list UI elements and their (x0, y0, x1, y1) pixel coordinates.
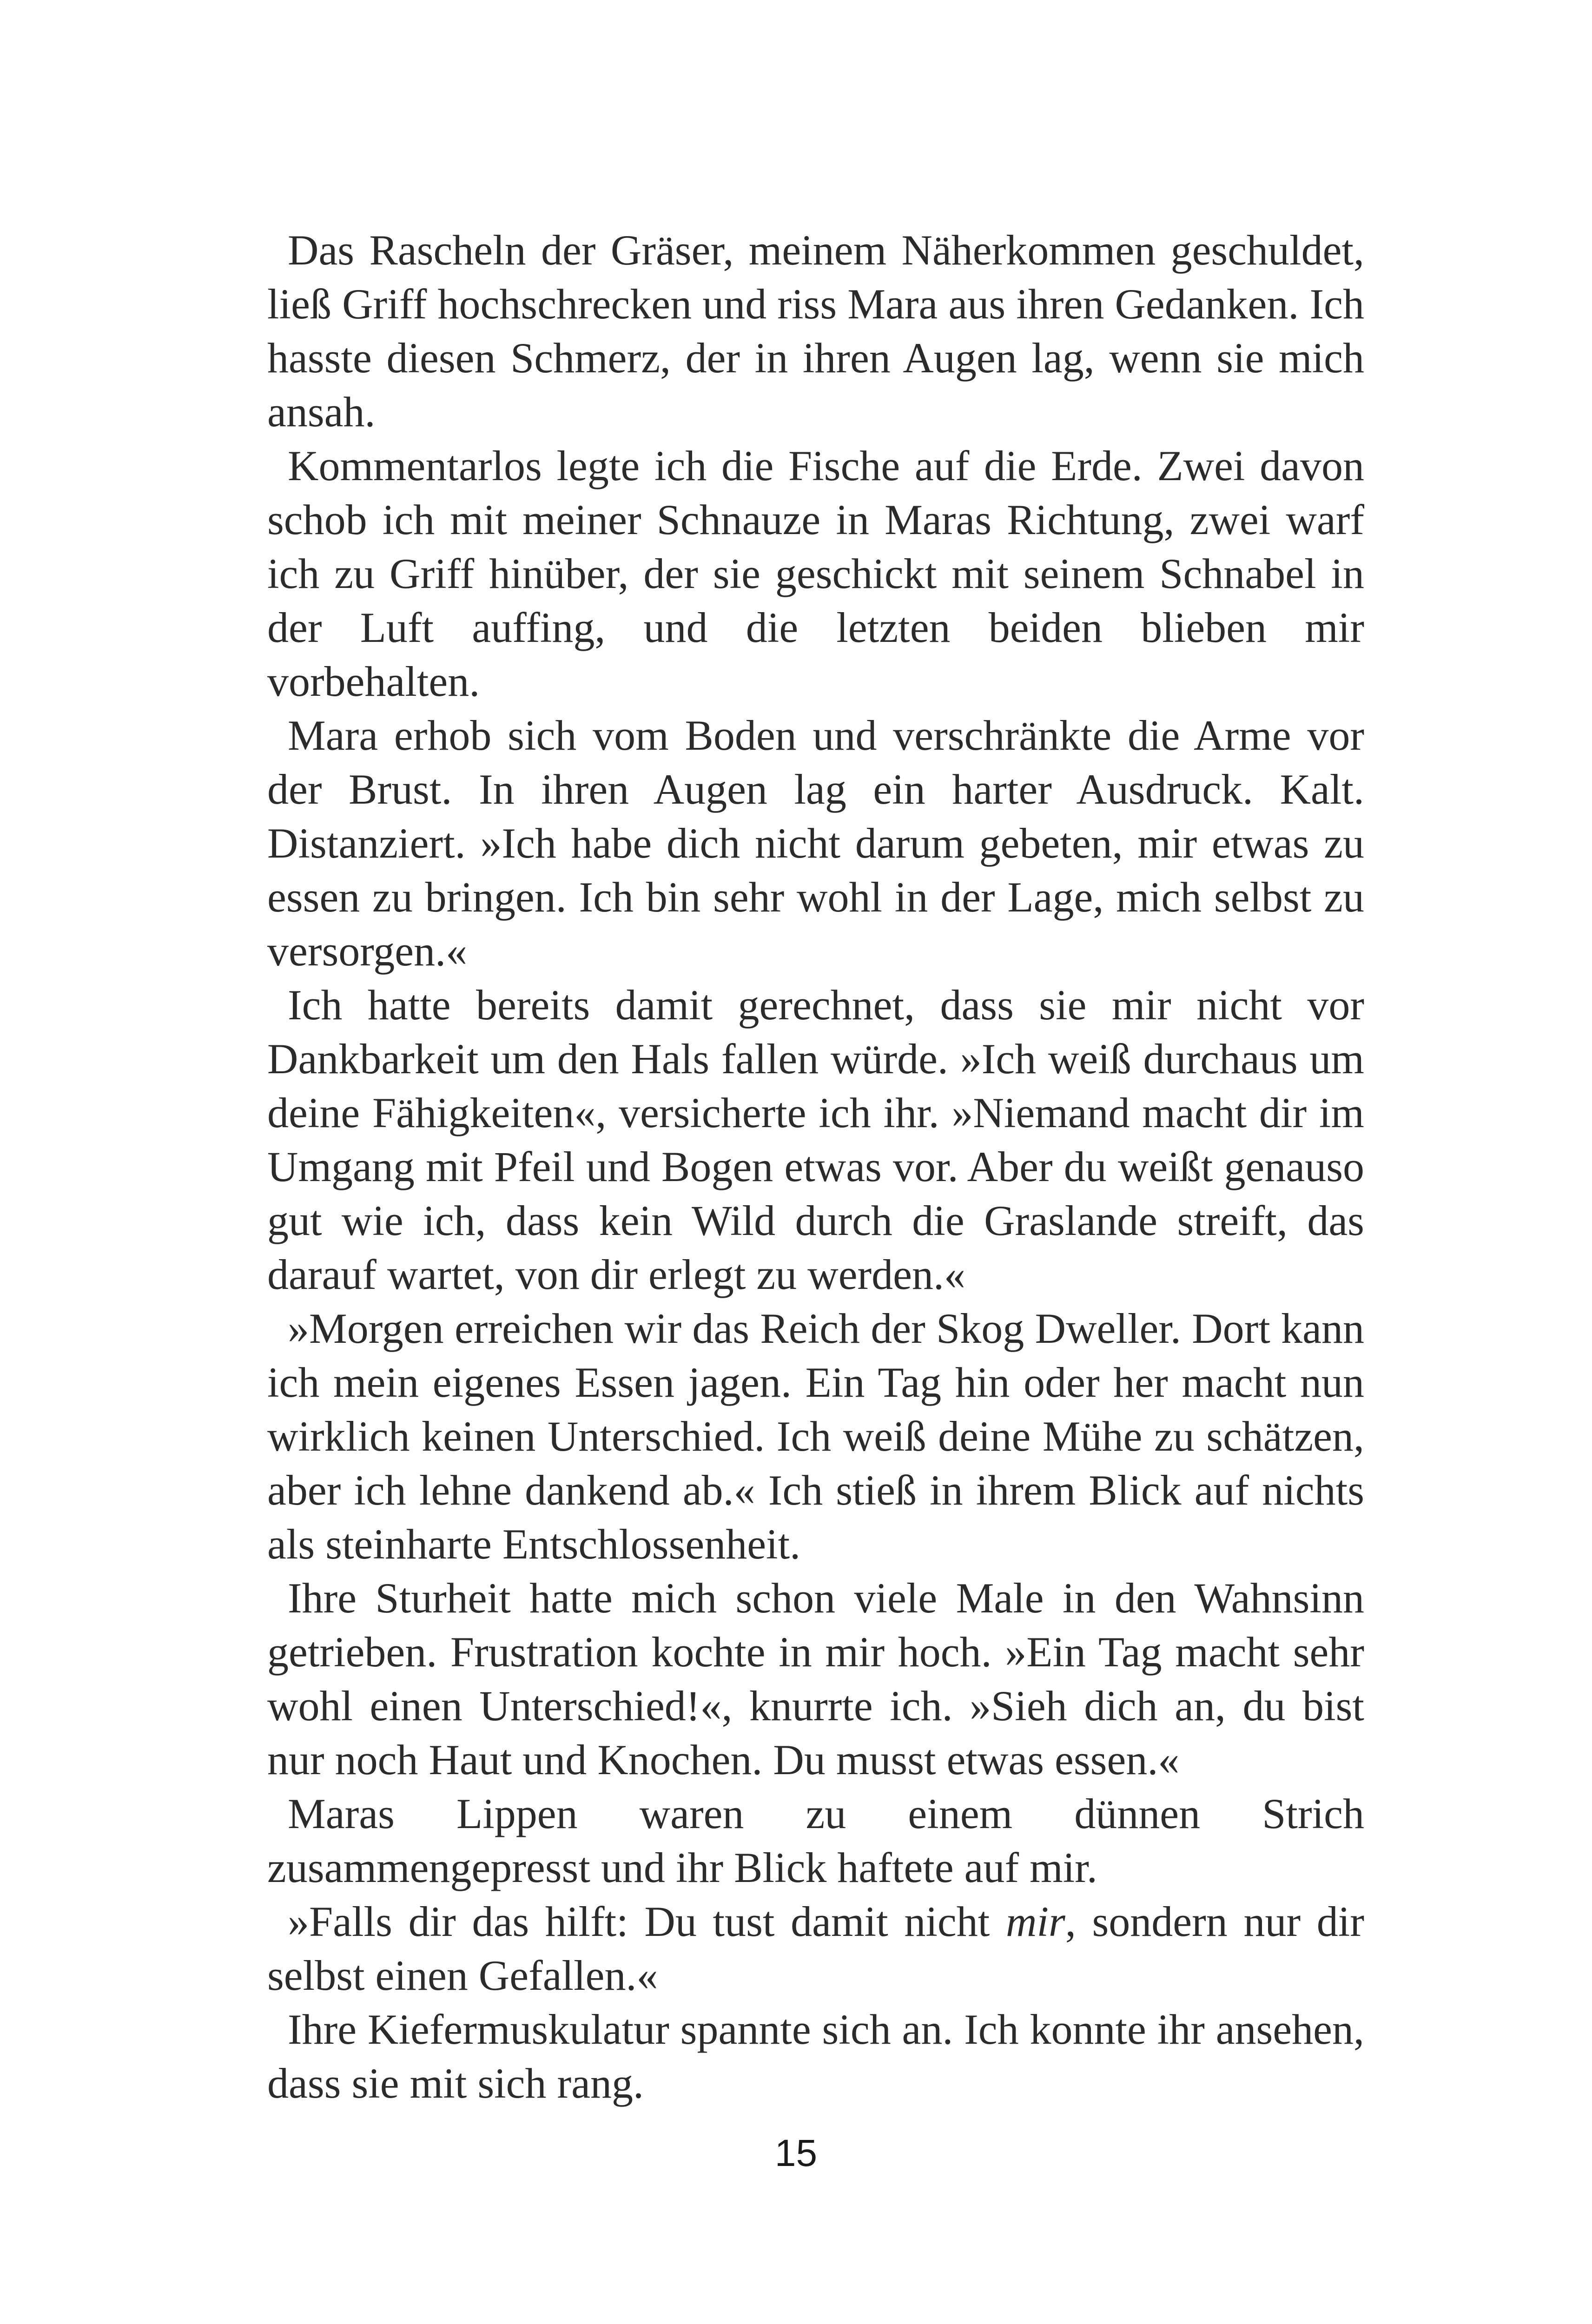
paragraph-8-end: , sondern nur dir selbst einen Gefallen.« (267, 1898, 1364, 1999)
paragraph-1: Das Rascheln der Gräser, meinem Näherkommen geschuldet, ließ Griff hochschrecken und riss Mara aus ihren Gedanken. Ich hasste diesen Schmerz, der in ihren Augen lag, wenn sie mich ansah. (267, 226, 1364, 436)
paragraph-6: Ihre Sturheit hatte mich schon viele Male in den Wahnsinn getrieben. Frustration kochte in mir hoch. »Ein Tag macht sehr wohl einen Unterschied!«, knurrte ich. »Sieh dich an, du bist nur noch Haut und Knochen. Du musst etwas essen.« (267, 1574, 1364, 1783)
paragraph-3: Mara erhob sich vom Boden und verschränkte die Arme vor der Brust. In ihren Augen lag ein harter Ausdruck. Kalt. Distanziert. »Ich habe dich nicht darum gebeten, mir etwas zu essen zu bringen. Ich bin sehr wohl in der Lage, mich selbst zu versorgen.« (267, 712, 1364, 975)
paragraph-4: Ich hatte bereits damit gerechnet, dass sie mir nicht vor Dankbarkeit um den Hals fallen würde. »Ich weiß durchaus um deine Fähigkeiten«, versicherte ich ihr. »Niemand macht dir im Umgang mit Pfeil und Bogen etwas vor. Aber du weißt genauso gut wie ich, dass kein Wild durch die Graslande streift, das darauf wartet, von dir erlegt zu werden.« (267, 981, 1364, 1298)
page-number: 15 (774, 2132, 818, 2174)
paragraph-8-start: »Falls dir das hilft: Du tust damit nicht (288, 1898, 1006, 1945)
paragraph-5: »Morgen erreichen wir das Reich der Skog Dweller. Dort kann ich mein eigenes Essen jagen. Ein Tag hin oder her macht nun wirklich keinen Unterschied. Ich weiß deine Mühe zu schätzen, aber ich lehne dankend ab.« Ich stieß in ihrem Blick auf nichts als steinharte Entschlossenheit. (267, 1305, 1364, 1568)
paragraph-2: Kommentarlos legte ich die Fische auf die Erde. Zwei davon schob ich mit meiner Schnauze in Maras Richtung, zwei warf ich zu Griff hinüber, der sie geschickt mit seinem Schnabel in der Luft auffing, und die letzten beiden blieben mir vorbehalten. (267, 442, 1364, 705)
paragraph-9: Ihre Kiefermuskulatur spannte sich an. Ich konnte ihr ansehen, dass sie mit sich rang. (267, 2006, 1364, 2107)
paragraph-8-emphasis: mir (1006, 1898, 1065, 1945)
paragraph-7: Maras Lippen waren zu einem dünnen Strich zusammengepresst und ihr Blick haftete auf mir. (267, 1790, 1364, 1891)
paragraph-8 (267, 1895, 1364, 2002)
body-text (267, 223, 1364, 2110)
